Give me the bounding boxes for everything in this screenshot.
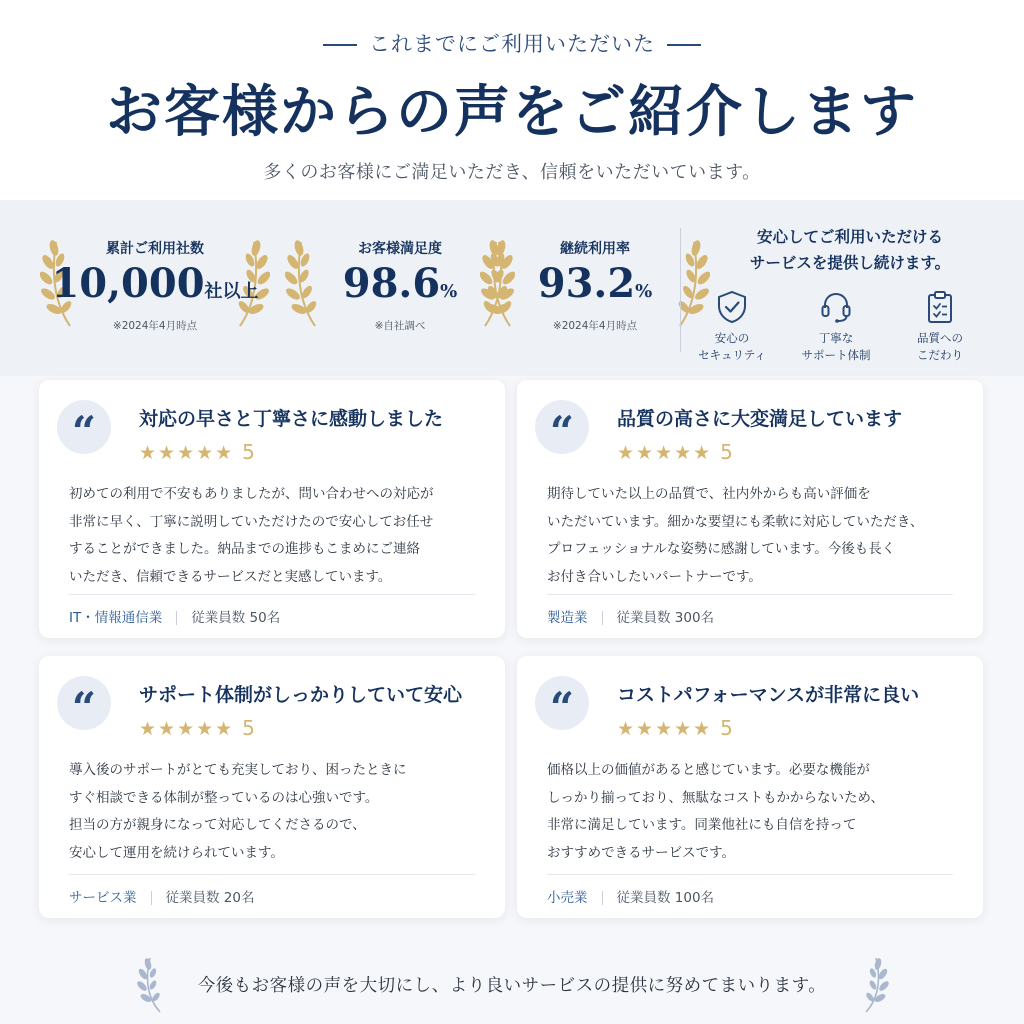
rating-score: 5 bbox=[720, 716, 735, 740]
employee-count: 従業員数 100名 bbox=[616, 890, 715, 906]
feature-label bbox=[786, 330, 886, 364]
feature-label-line: こだわり bbox=[917, 348, 963, 362]
stat-unit: 社以上 bbox=[204, 281, 259, 302]
review-line: 非常に早く、丁寧に説明していただけたので安心してお任せ bbox=[69, 513, 434, 530]
promise-title bbox=[690, 224, 1010, 276]
review-line: プロフェッショナルな姿勢に感謝しています。今後も長く bbox=[547, 541, 896, 557]
shield-check-icon bbox=[716, 290, 748, 324]
feature-quality bbox=[890, 290, 990, 364]
employee-count: 従業員数 20名 bbox=[165, 890, 255, 906]
review-body bbox=[547, 757, 967, 867]
industry-label: サービス業 bbox=[69, 890, 137, 906]
feature-security bbox=[682, 290, 782, 364]
review-line: おすすめできるサービスです。 bbox=[547, 844, 736, 861]
header-section bbox=[0, 0, 1024, 200]
promise-title-line: サービスを提供し続けます。 bbox=[749, 254, 951, 272]
feature-list bbox=[690, 290, 1010, 370]
review-line: いただいています。細かな要望にも柔軟に対応していただき、 bbox=[547, 513, 924, 530]
review-meta bbox=[69, 886, 254, 906]
stats-divider bbox=[680, 228, 681, 352]
meta-separator bbox=[602, 611, 603, 625]
review-line: しっかり揃っており、無駄なコストもかからないため、 bbox=[547, 789, 884, 806]
stat-note: ※自社調べ bbox=[374, 320, 426, 332]
feature-label-line: 安心の bbox=[714, 331, 750, 345]
review-title: サポート体制がしっかりしていて安心 bbox=[139, 684, 463, 706]
review-card bbox=[39, 656, 505, 918]
stat-value bbox=[480, 260, 710, 307]
stat-note: ※2024年4月時点 bbox=[552, 320, 638, 332]
clipboard-check-icon bbox=[925, 290, 955, 324]
feature-label-line: セキュリティ bbox=[698, 348, 766, 362]
employee-count: 従業員数 50名 bbox=[191, 610, 281, 626]
industry-label: 小売業 bbox=[547, 890, 588, 906]
review-body bbox=[69, 757, 489, 867]
stat-number: 93.2 bbox=[537, 260, 636, 307]
feature-label-line: サポート体制 bbox=[801, 348, 871, 362]
review-card bbox=[517, 656, 983, 918]
review-line: することができました。納品までの進捗もこまめにご連絡 bbox=[69, 541, 420, 557]
review-line: いただき、信頼できるサービスだと実感しています。 bbox=[69, 568, 392, 585]
review-line: お付き合いしたいパートナーです。 bbox=[547, 568, 762, 585]
review-card bbox=[39, 380, 505, 638]
eyebrow-label: これまでにご利用いただいた bbox=[369, 32, 655, 56]
quote-icon: “ bbox=[535, 400, 589, 454]
stars-icon: ★★★★★ bbox=[617, 442, 713, 464]
review-line: 担当の方が親身になって対応してくださるので、 bbox=[69, 817, 366, 833]
review-line: すぐ相談できる体制が整っているのは心強いです。 bbox=[69, 789, 379, 806]
meta-separator bbox=[602, 891, 603, 905]
review-line: 安心して運用を続けられています。 bbox=[69, 844, 284, 861]
stat-label: 累計ご利用社数 bbox=[106, 241, 204, 257]
stat-value bbox=[40, 260, 270, 307]
footer bbox=[0, 950, 1024, 1020]
promise-title-line: 安心してご利用いただける bbox=[756, 228, 943, 246]
review-title: 品質の高さに大変満足しています bbox=[617, 408, 903, 430]
stat-label: 継続利用率 bbox=[560, 241, 630, 257]
stars-icon: ★★★★★ bbox=[139, 718, 235, 740]
industry-label: 製造業 bbox=[547, 610, 588, 626]
rating-score: 5 bbox=[242, 440, 257, 464]
card-divider bbox=[69, 874, 475, 875]
review-body bbox=[547, 481, 967, 591]
quote-icon: “ bbox=[57, 400, 111, 454]
stat-retention bbox=[480, 230, 710, 340]
stats-band bbox=[0, 200, 1024, 376]
review-meta bbox=[547, 606, 714, 626]
stat-number: 10,000 bbox=[51, 260, 205, 307]
card-divider bbox=[69, 594, 475, 595]
feature-label-line: 品質への bbox=[917, 331, 963, 345]
eyebrow-dash-left bbox=[323, 44, 357, 46]
review-card bbox=[517, 380, 983, 638]
review-line: 導入後のサポートがとても充実しており、困ったときに bbox=[69, 762, 407, 778]
feature-label bbox=[682, 330, 782, 364]
quote-icon: “ bbox=[535, 676, 589, 730]
eyebrow-dash-right bbox=[667, 44, 701, 46]
headset-icon bbox=[819, 290, 853, 324]
stat-total-clients bbox=[40, 230, 270, 340]
promise-panel bbox=[690, 224, 1010, 362]
review-title: 対応の早さと丁寧さに感動しました bbox=[139, 408, 444, 430]
meta-separator bbox=[151, 891, 152, 905]
star-rating bbox=[617, 716, 735, 740]
eyebrow-text bbox=[0, 28, 1024, 58]
review-line: 期待していた以上の品質で、社内外からも高い評価を bbox=[547, 486, 871, 502]
feature-label bbox=[890, 330, 990, 364]
review-line: 非常に満足しています。同業他社にも自信を持って bbox=[547, 817, 857, 833]
meta-separator bbox=[176, 611, 177, 625]
review-line: 初めての利用で不安もありましたが、問い合わせへの対応が bbox=[69, 486, 434, 502]
stars-icon: ★★★★★ bbox=[139, 442, 235, 464]
stat-note: ※2024年4月時点 bbox=[112, 320, 198, 332]
stat-unit: % bbox=[440, 281, 458, 302]
review-meta bbox=[69, 606, 280, 626]
card-divider bbox=[547, 874, 953, 875]
industry-label: IT・情報通信業 bbox=[69, 610, 163, 626]
stat-number: 98.6 bbox=[342, 260, 441, 307]
stars-icon: ★★★★★ bbox=[617, 718, 713, 740]
star-rating bbox=[139, 440, 257, 464]
feature-support bbox=[786, 290, 886, 364]
review-meta bbox=[547, 886, 714, 906]
review-line: 価格以上の価値があると感じています。必要な機能が bbox=[547, 762, 870, 778]
page-subtitle: 多くのお客様にご満足いただき、信頼をいただいています。 bbox=[263, 162, 761, 183]
page-title: お客様からの声をご紹介します bbox=[106, 79, 918, 145]
star-rating bbox=[139, 716, 257, 740]
star-rating bbox=[617, 440, 735, 464]
rating-score: 5 bbox=[242, 716, 257, 740]
footer-message: 今後もお客様の声を大切にし、より良いサービスの提供に努めてまいります。 bbox=[197, 976, 827, 996]
card-divider bbox=[547, 594, 953, 595]
quote-icon: “ bbox=[57, 676, 111, 730]
feature-label-line: 丁寧な bbox=[818, 331, 854, 345]
review-title: コストパフォーマンスが非常に良い bbox=[617, 684, 920, 706]
review-body bbox=[69, 481, 489, 591]
stat-unit: % bbox=[635, 281, 653, 302]
rating-score: 5 bbox=[720, 440, 735, 464]
stat-label: お客様満足度 bbox=[358, 241, 442, 257]
employee-count: 従業員数 300名 bbox=[616, 610, 715, 626]
